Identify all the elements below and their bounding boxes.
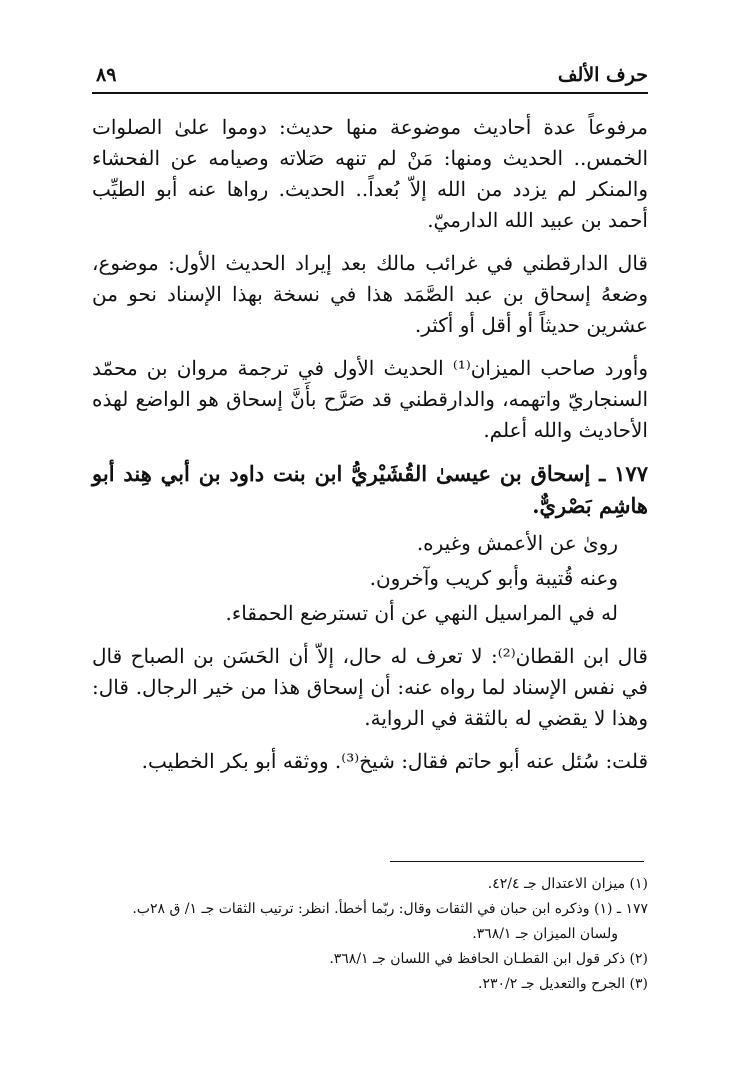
footnote-rule xyxy=(390,861,644,862)
running-head: حرف الألف xyxy=(557,64,648,86)
marasil-line: له في المراسيل النهي عن أن تسترضع الحمقاء. xyxy=(225,601,618,625)
footnotes xyxy=(92,872,648,997)
page-header xyxy=(92,64,648,90)
narrated-from-line: روىٰ عن الأعمش وغيره. xyxy=(416,531,618,555)
footnote-2: (٢) ذكر قول ابن القطـان الحافظ في اللسان جـ ٣٦٨/١. xyxy=(329,951,648,967)
header-rule xyxy=(92,92,648,94)
entry-heading-177: ١٧٧ ـ إسحاق بن عيسىٰ القُشَيْريُّ ابن بنت داود بن أبي هِند أبو هاشِم بَصْريٌّ. xyxy=(92,461,648,518)
paragraph-4: قال ابن القطان⁽²⁾: لا تعرف له حال، إلاّ أن الحَسَن بن الصباح قال في نفس الإسناد لما رواه عنه: أن إسحاق هذا من خير الرجال. قال: وهذا لا يقضي له بالثقة في الرواية. xyxy=(92,644,648,730)
footnote-177-1: ١٧٧ ـ (١) وذكره ابن حبان في الثقات وقال: ربّما أخطأ. انظر: ترتيب الثقات جـ ١/ ق ٢٨ب. xyxy=(132,901,648,917)
narrators-line: وعنه قُتيبة وأبو كريب وآخرون. xyxy=(369,566,618,590)
main-text xyxy=(92,112,648,789)
paragraph-2: قال الدارقطني في غرائب مالك بعد إيراد الحديث الأول: موضوع، وضعهُ إسحاق بن عبد الصَّمَد هذا في نسخة بهذا الإسناد نحو من عشرين حديثاً أو أقل أو أكثر. xyxy=(92,251,648,337)
paragraph-1: مرفوعاً عدة أحاديث موضوعة منها حديث: دوموا علىٰ الصلوات الخمس.. الحديث ومنها: مَنْ لم تنهه صَلاته وصيامه عن الفحشاء والمنكر لم يزدد من الله إلاّ بُعداً.. الحديث. رواها عنه أبو الطيِّب أحمد بن عبيد الله الدارميّ. xyxy=(92,115,648,232)
footnote-177-1-continued: ولسان الميزان جـ ٣٦٨/١. xyxy=(472,926,618,942)
footnote-3: (٣) الجرح والتعديل جـ ٢٣٠/٢. xyxy=(478,976,648,992)
paragraph-5: قلت: سُئل عنه أبو حاتم فقال: شيخ⁽³⁾. ووثقه أبو بكر الخطيب. xyxy=(141,749,648,773)
paragraph-3: وأورد صاحب الميزان⁽¹⁾ الحديث الأول في ترجمة مروان بن محمّد السنجاريّ واتهمه، والدارقطني قد صَرَّح بأَنَّ إسحاق هو الواضع لهذه الأحاديث والله أعلم. xyxy=(92,356,649,442)
footnote-1: (١) ميزان الاعتدال جـ ٤٢/٤. xyxy=(487,876,648,892)
page-number: ٨٩ xyxy=(96,64,117,86)
